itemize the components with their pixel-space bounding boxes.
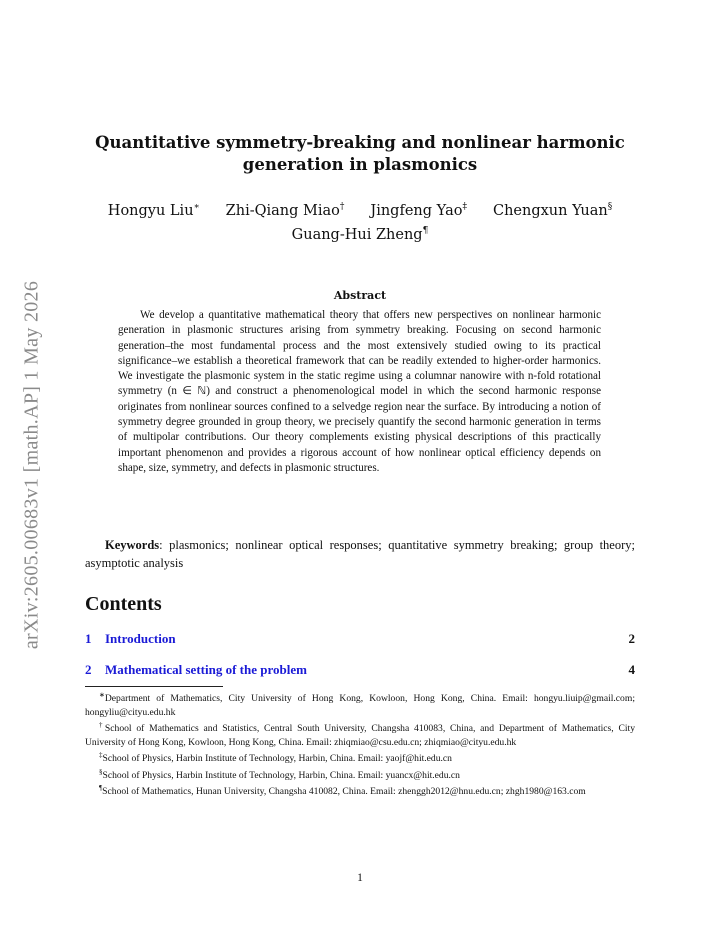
footnotes — [85, 689, 635, 799]
page-number: 1 — [357, 872, 363, 884]
toc-link-mathematical-setting[interactable] — [85, 662, 307, 678]
toc-number: 1 — [85, 631, 92, 646]
keywords — [85, 537, 635, 572]
author-name: Chengxun Yuan — [492, 203, 608, 219]
author-line-2 — [85, 221, 635, 245]
toc-page-number: 4 — [628, 662, 635, 677]
toc-link-introduction[interactable] — [85, 631, 176, 647]
author-line-1 — [85, 197, 635, 221]
footnote — [85, 766, 635, 783]
author-name: Jingfeng Yao — [370, 203, 463, 219]
author — [226, 197, 345, 221]
author-mark: ∗ — [193, 202, 200, 212]
author-mark: † — [339, 202, 345, 212]
toc-title: Introduction — [105, 631, 176, 646]
author — [370, 197, 467, 221]
toc-number: 2 — [85, 662, 92, 677]
author-list — [85, 197, 635, 245]
footnote — [85, 749, 635, 766]
author-mark: § — [607, 202, 613, 212]
footnote — [85, 689, 635, 719]
toc-entry — [85, 662, 635, 678]
keywords-text: : plasmonics; nonlinear optical responses; quantitative symmetry breaking; group theory; asymptotic analysis — [85, 538, 635, 570]
footnote-mark: † — [99, 721, 105, 729]
arxiv-identifier: arXiv:2605.00683v1 [math.AP] 1 May 2026 — [20, 280, 43, 650]
author — [292, 221, 429, 245]
footnote-mark: ¶ — [99, 784, 103, 793]
footnote — [85, 719, 635, 749]
paper-title — [85, 132, 635, 176]
keywords-label: Keywords — [105, 538, 160, 552]
footnote-text: School of Mathematics and Statistics, Central South University, Changsha 410083, China, and Department of Mathematics, City University of Hong Kong, Kowloon, Hong Kong, China. Email: zhiqmiao@csu.edu.cn; zhiqmiao@cityu.edu.hk — [85, 723, 635, 748]
author-name: Zhi-Qiang Miao — [225, 203, 340, 219]
toc-entry — [85, 631, 635, 647]
author-name: Hongyu Liu — [107, 203, 194, 219]
author — [108, 197, 200, 221]
contents-heading: Contents — [85, 593, 162, 615]
footnote-mark: § — [99, 767, 103, 776]
footnote-text: School of Physics, Harbin Institute of Technology, Harbin, China. Email: yuancx@hit.edu.cn — [102, 769, 460, 781]
author — [493, 197, 612, 221]
toc-title: Mathematical setting of the problem — [105, 662, 307, 677]
abstract-heading: Abstract — [333, 289, 387, 302]
author-mark: ‡ — [462, 202, 467, 212]
author-mark: ¶ — [422, 226, 429, 236]
footnote-text: School of Mathematics, Hunan University, Changsha 410082, China. Email: zhenggh2012@hnu.edu.cn; zhgh1980@163.com — [102, 786, 586, 798]
footnote-mark: ‡ — [99, 751, 103, 759]
abstract-text: We develop a quantitative mathematical theory that offers new perspectives on nonlinear harmonic generation in plasmonic structures arising from symmetry breaking. Focusing on second harmonic generation–the most fundamental process and the most extensively studied owing to its practical significance–we establish a theoretical framework that can be readily extended to higher-order harmonics. We investigate the plasmonic system in the static regime using a columnar nanowire with n-fold rotational symmetry (n ∈ ℕ) and construct a phenomenological model in which the second harmonic response originates from nonlinear sources confined to a selvedge region near the surface. By introducing a notion of symmetry degree grounded in group theory, we precisely quantify the second harmonic generation in terms of multipolar contributions. Our theory complements existing physical descriptions of this practically important phenomenon and provides a rigorous account of how nonlinear optical efficiency depends on shape, size, symmetry, and defects in plasmonic structures. — [118, 309, 601, 474]
footnote — [85, 782, 635, 799]
footnote-mark: ∗ — [99, 691, 105, 699]
author-name: Guang-Hui Zheng — [291, 227, 423, 243]
title-line-2: generation in plasmonics — [242, 155, 478, 174]
title-line-1: Quantitative symmetry-breaking and nonlinear harmonic — [95, 133, 625, 152]
footnote-text: Department of Mathematics, City University of Hong Kong, Kowloon, Hong Kong, China. Email: hongyu.liuip@gmail.com; hongyliu@cityu.edu.hk — [85, 693, 635, 718]
toc-page-number: 2 — [628, 631, 635, 646]
footnote-divider — [85, 686, 223, 687]
footnote-text: School of Physics, Harbin Institute of Technology, Harbin, China. Email: yaojf@hit.edu.cn — [102, 753, 452, 765]
